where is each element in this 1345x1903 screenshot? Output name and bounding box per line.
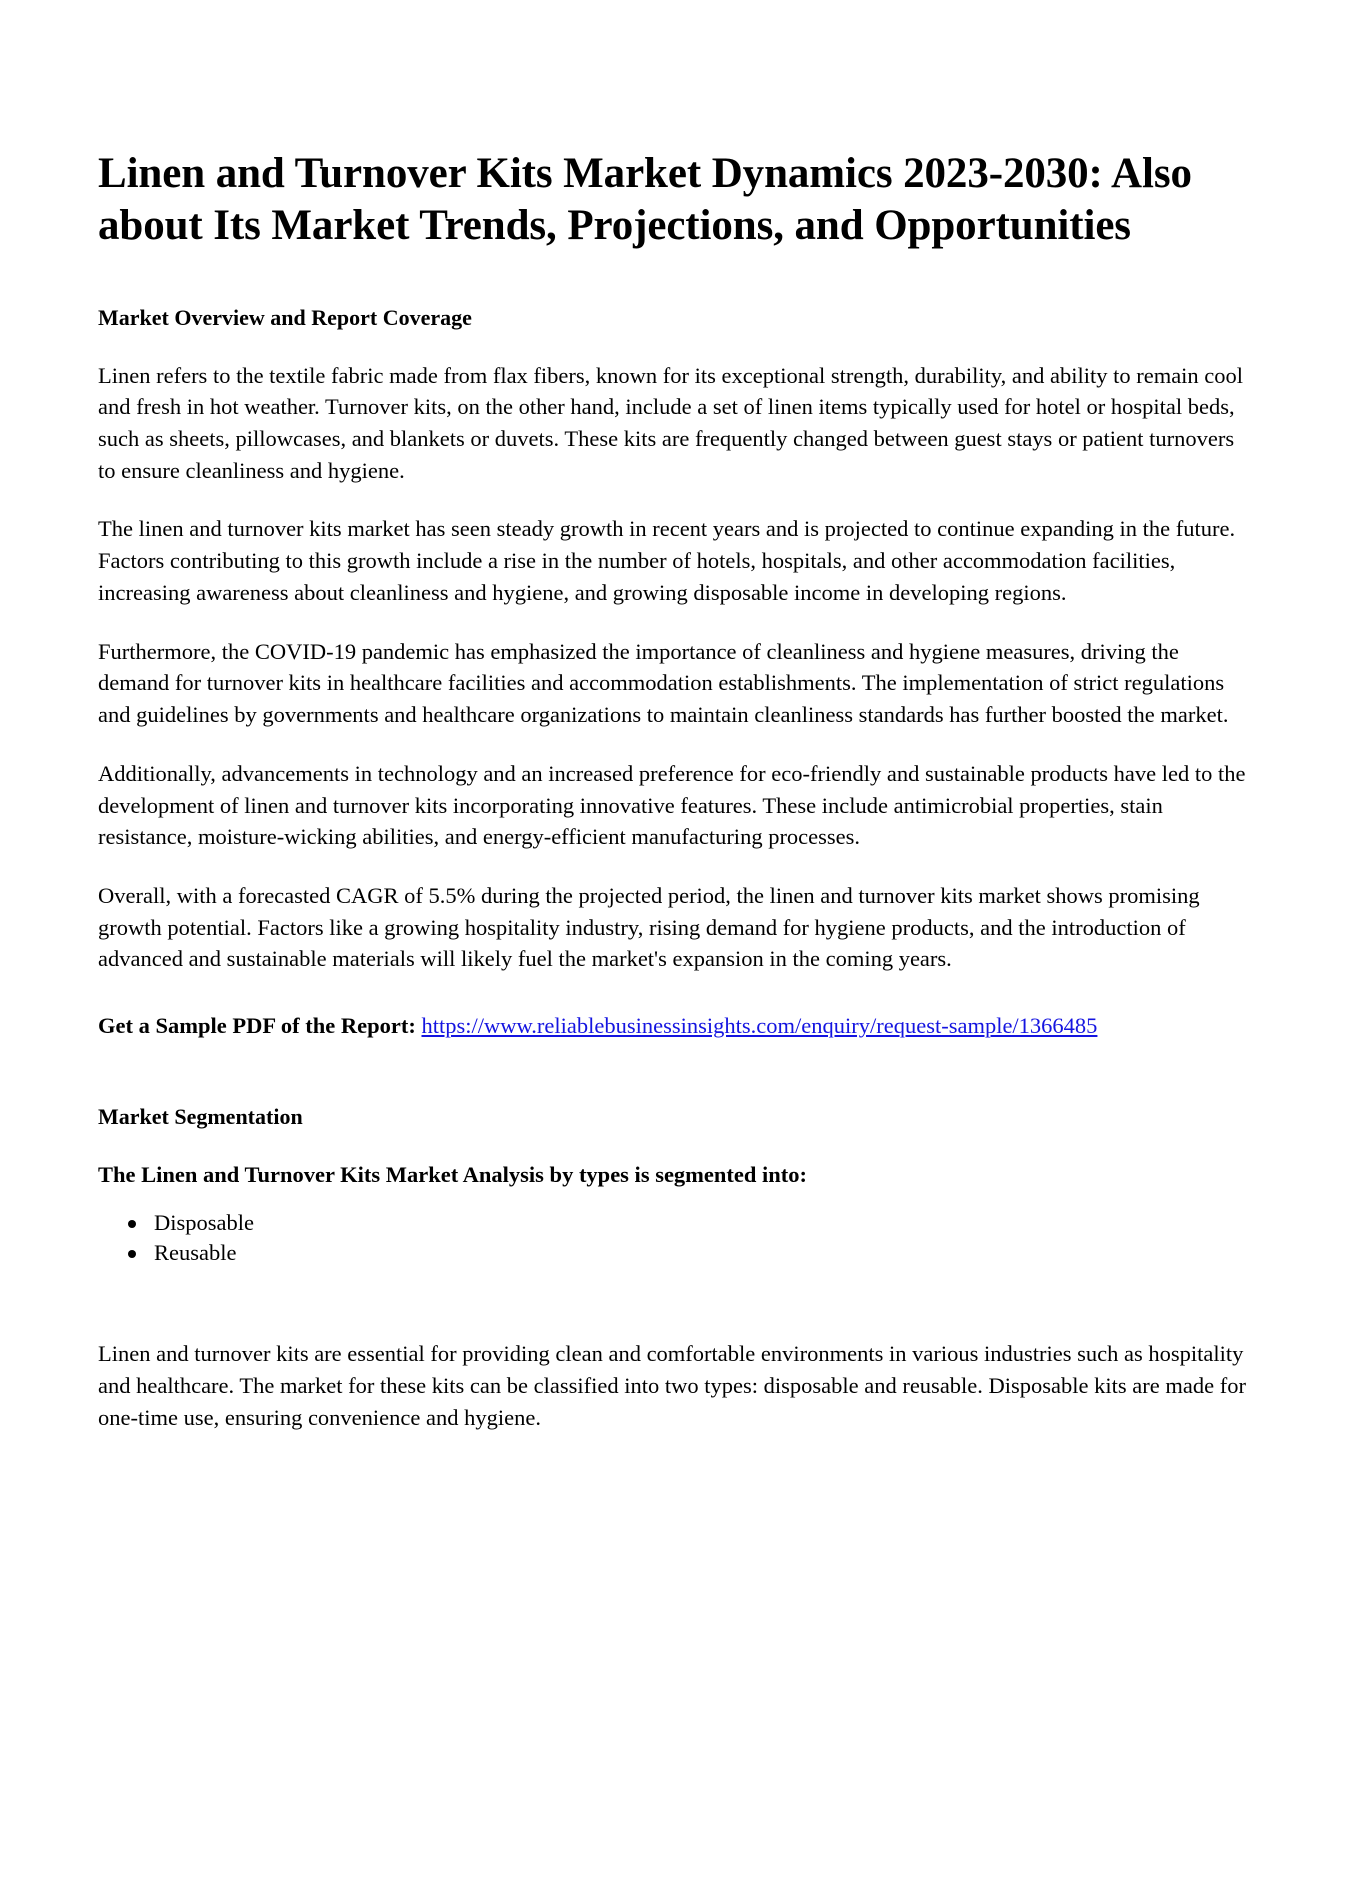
paragraph-covid-impact: Furthermore, the COVID-19 pandemic has emphasized the importance of cleanliness and hygiene measures, driving the demand for turnover kits in healthcare facilities and accommodation establishments. The implementation of strict regulations and guidelines by governments and healthcare organizations to maintain cleanliness standards has further boosted the market. — [98, 638, 1229, 728]
list-item — [154, 1240, 1248, 1267]
paragraph-cagr-outlook: Overall, with a forecasted CAGR of 5.5% during the projected period, the linen and turnover kits market shows promising growth potential. Factors like a growing hospitality industry, rising demand for hygiene products, and the introduction of advanced and sustainable materials will likely fuel the market's expansion in the coming years. — [98, 882, 1200, 972]
bullet-icon — [128, 1220, 136, 1228]
sample-pdf-cta — [98, 1010, 1248, 1042]
request-sample-link[interactable]: https://www.reliablebusinessinsights.com/enquiry/request-sample/1366485 — [421, 1013, 1098, 1039]
paragraph-linen-definition: Linen refers to the textile fabric made from flax fibers, known for its exceptional strength, durability, and ability to remain cool and fresh in hot weather. Turnover kits, on the other hand, include a set of linen items typically used for hotel or hospital beds, such as sheets, pillowcases, and blankets or duvets. These kits are frequently changed between guest stays or patient turnovers to ensure cleanliness and hygiene. — [98, 362, 1244, 483]
list-item — [154, 1210, 1248, 1237]
paragraph-technology-advancements: Additionally, advancements in technology and an increased preference for eco-friendly and sustainable products have led to the development of linen and turnover kits incorporating innovative features. These include antimicrobial properties, stain resistance, moisture-wicking abilities, and energy-efficient manufacturing processes. — [98, 760, 1246, 850]
paragraph-market-growth: The linen and turnover kits market has seen steady growth in recent years and is projected to continue expanding in the future. Factors contributing to this growth include a rise in the number of hotels, hospitals, and other accommodation facilities, increasing awareness about cleanliness and hygiene, and growing disposable income in developing regions. — [98, 516, 1236, 605]
page-title: Linen and Turnover Kits Market Dynamics 2023-2030: Also about Its Market Trends, Projections, and Opportunities — [98, 150, 1192, 250]
sample-pdf-label: Get a Sample PDF of the Report: — [98, 1013, 416, 1039]
segmentation-types-intro: The Linen and Turnover Kits Market Analysis by types is segmented into: — [98, 1161, 808, 1187]
section-spacer — [98, 1042, 1248, 1102]
segmentation-type-list — [98, 1210, 1248, 1266]
list-item-label: Disposable — [154, 1210, 254, 1236]
document-content — [98, 148, 1248, 1433]
list-spacer — [98, 1269, 1248, 1311]
section-heading-market-overview: Market Overview and Report Coverage — [98, 304, 472, 330]
paragraph-kit-types-description: Linen and turnover kits are essential for providing clean and comfortable environments in various industries such as hospitality and healthcare. The market for these kits can be classified into two types: disposable and reusable. Disposable kits are made for one-time use, ensuring convenience and hygiene. — [98, 1341, 1246, 1430]
list-item-label: Reusable — [154, 1239, 237, 1265]
bullet-icon — [128, 1250, 136, 1258]
section-heading-market-segmentation: Market Segmentation — [98, 1103, 303, 1129]
